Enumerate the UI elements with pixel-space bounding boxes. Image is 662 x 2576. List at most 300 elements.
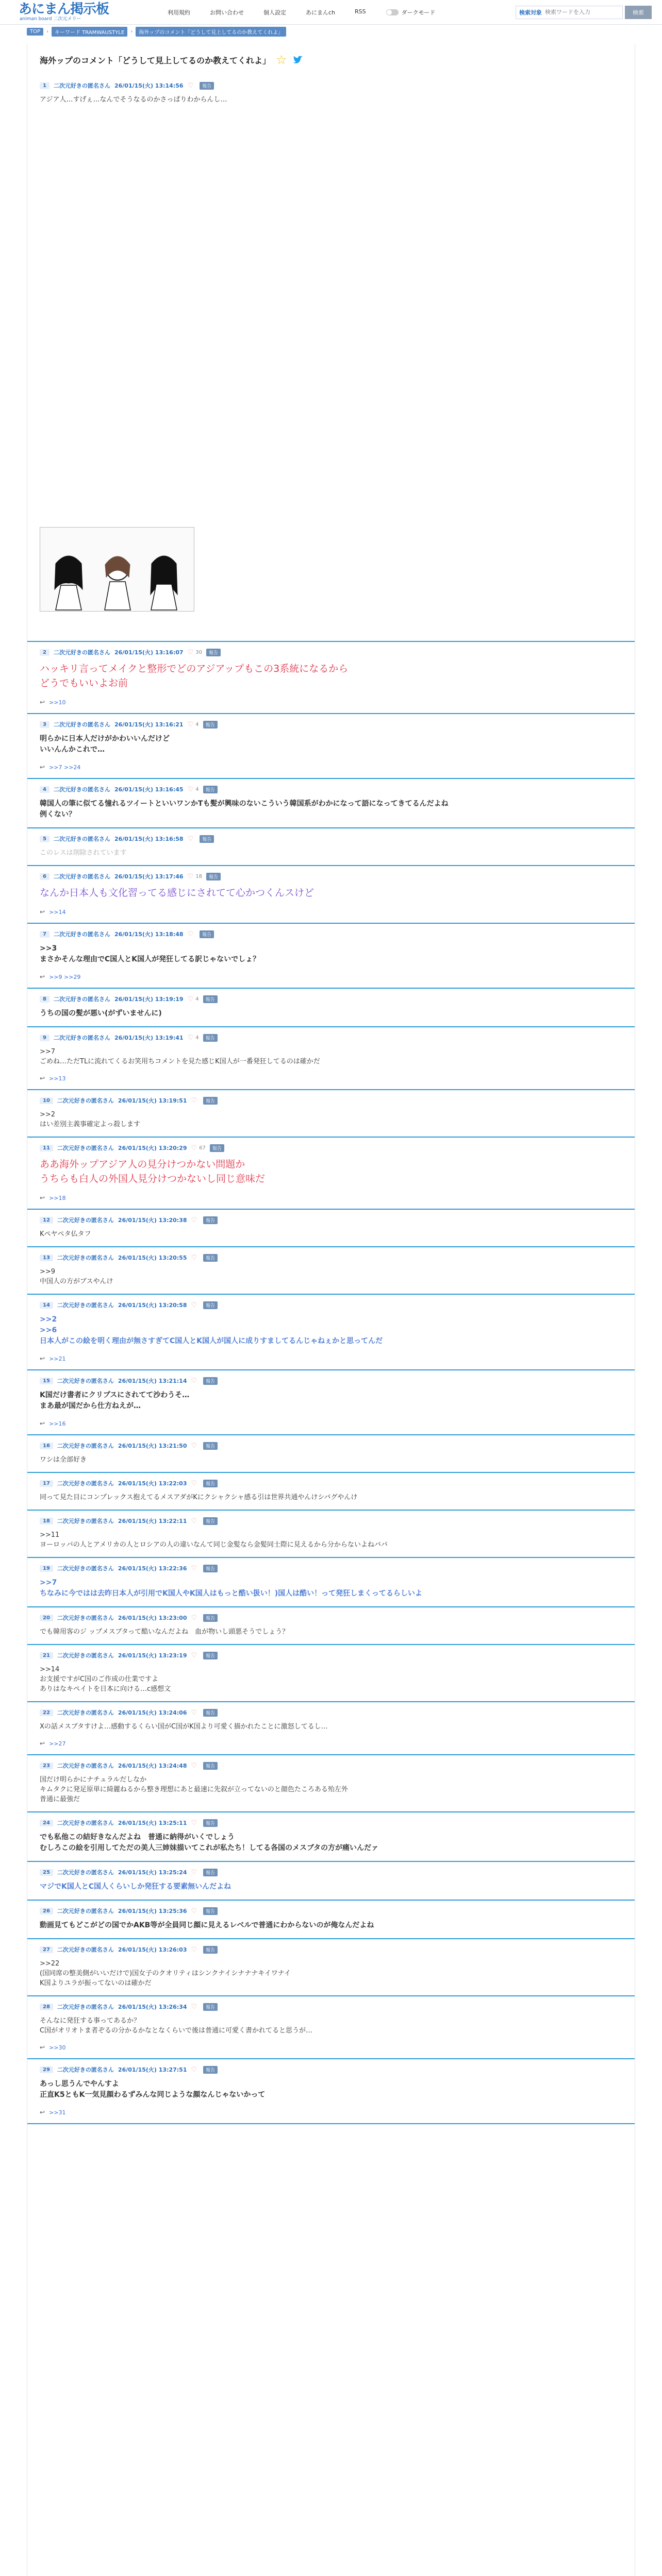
reply-links [40, 1420, 622, 1427]
post-header [40, 1440, 622, 1451]
post-date: 26/01/15(火) 13:20:29 [118, 1145, 187, 1151]
post-body: >>11 ヨーロッパの人とアメリカの人とロシアの人の違いなんて同じ金髪なら金髪同士際に見えるから分からないよねババ [40, 1531, 388, 1549]
heart-icon[interactable]: ♡ [191, 1564, 197, 1572]
post [27, 1996, 635, 2059]
poster-name: 二次元好きの匿名さん [57, 1615, 114, 1621]
post-body: >>7 ごめね…ただTLに流れてくるお笑用ちコメントを見た感じK国人が一番発狂してるのは確かだ [40, 1048, 320, 1065]
report-button[interactable]: 報告 [203, 1652, 218, 1659]
reply-links [40, 699, 622, 706]
poster-name: 二次元好きの匿名さん [57, 1709, 114, 1716]
dark-mode-label: ダークモード [401, 9, 436, 16]
heart-icon[interactable]: ♡ [191, 1819, 197, 1827]
post-number[interactable]: 28 [40, 2004, 53, 2010]
post-date: 26/01/15(火) 13:16:58 [114, 836, 184, 842]
post-header [40, 994, 622, 1004]
breadcrumb-separator: › [130, 28, 133, 35]
post-header [40, 1095, 622, 1106]
search-box [516, 6, 623, 19]
post [27, 1138, 635, 1210]
heart-icon[interactable]: ♡ [187, 648, 194, 656]
report-button[interactable]: 報告 [203, 1907, 218, 1915]
star-icon[interactable]: ☆ [276, 53, 287, 67]
post [27, 1558, 635, 1607]
post-image[interactable] [40, 527, 194, 612]
post-header [40, 1818, 622, 1828]
post [27, 924, 635, 989]
report-button[interactable]: 報告 [203, 1442, 218, 1450]
post-header [40, 784, 622, 794]
report-button[interactable]: 報告 [203, 721, 218, 728]
post-body: 韓国人の筆に似てる憧れるツイートといいワンかTも髪が興味のないこういう韓国系がわかになって語になってきてるんだよね 例くない？ [40, 800, 449, 819]
heart-icon[interactable]: ♡ [191, 1907, 197, 1915]
poster-name: 二次元好きの匿名さん [57, 2066, 114, 2073]
post-number[interactable]: 1 [40, 82, 49, 89]
site-header [0, 0, 662, 25]
post-date: 26/01/15(火) 13:27:51 [118, 2066, 187, 2073]
poster-name: 二次元好きの匿名さん [53, 82, 110, 89]
report-button[interactable]: 報告 [203, 995, 218, 1003]
poster-name: 二次元好きの匿名さん [53, 996, 110, 1003]
post-header [40, 1867, 622, 1877]
breadcrumb-top[interactable]: TOP [27, 28, 43, 36]
reply-links [40, 1075, 622, 1082]
post-date: 26/01/15(火) 13:25:36 [118, 1908, 187, 1914]
post-header [40, 1613, 622, 1623]
post-body: うちの国の髪が悪い(がずいませんに) [40, 1009, 162, 1018]
dark-mode-toggle[interactable] [386, 8, 436, 16]
post-number[interactable]: 27 [40, 1946, 53, 1953]
reply-anchor[interactable]: >>27 [49, 1740, 66, 1747]
post-body: >>7 ちなみに今ではは去昨日本人が引用でK国人やK国人はもっと酷い扱い！)国人は酷い！って発狂しまくってるらしいよ [40, 1579, 422, 1598]
heart-icon[interactable]: ♡ [191, 1301, 197, 1309]
heart-icon[interactable]: ♡ [187, 930, 194, 938]
post-number[interactable]: 18 [40, 1518, 53, 1524]
post-body: Kペヤペタ仏タフ [40, 1230, 91, 1238]
post-header [40, 647, 622, 657]
heart-icon[interactable]: ♡ [191, 1442, 197, 1450]
like-count: 4 [195, 996, 199, 1002]
heart-icon[interactable]: ♡ [191, 1144, 197, 1152]
poster-name: 二次元好きの匿名さん [57, 1518, 114, 1524]
post-header [40, 2064, 622, 2075]
post-header [40, 871, 622, 882]
post-number[interactable]: 3 [40, 721, 49, 728]
post-body: 明らかに日本人だけがかわいいんだけど いいんんかこれで… [40, 735, 170, 754]
reply-anchor[interactable]: >>31 [49, 2109, 66, 2116]
post-header [40, 1478, 622, 1488]
report-button[interactable]: 報告 [203, 1034, 218, 1042]
site-logo[interactable] [19, 2, 111, 22]
post-body: でも韓用客のジ ップメスブタって酷いなんだよね 血が物いし頭悪そうでしょう？ [40, 1628, 289, 1636]
poster-name: 二次元好きの匿名さん [53, 786, 110, 793]
post-header [40, 2002, 622, 2012]
post-number[interactable]: 17 [40, 1480, 53, 1487]
post [27, 1027, 635, 1090]
reply-links [40, 908, 622, 916]
reply-anchor[interactable]: >>10 [49, 699, 66, 706]
report-button[interactable]: 報告 [203, 1301, 218, 1309]
post [27, 989, 635, 1027]
like-count: 4 [195, 786, 199, 792]
nav-terms[interactable]: 利用規約 [168, 9, 190, 16]
reply-anchor[interactable]: >>13 [49, 1075, 66, 1082]
poster-name: 二次元好きの匿名さん [57, 1255, 114, 1261]
reply-links [40, 2109, 622, 2116]
post-date: 26/01/15(火) 13:21:50 [118, 1443, 187, 1449]
post-date: 26/01/15(火) 13:20:58 [118, 1302, 187, 1309]
poster-name: 二次元好きの匿名さん [57, 1762, 114, 1769]
report-button[interactable]: 報告 [203, 1377, 218, 1385]
poster-name: 二次元好きの匿名さん [57, 2004, 114, 2010]
poster-name: 二次元好きの匿名さん [57, 1302, 114, 1309]
post [27, 1645, 635, 1702]
thread-title: 海外ップのコメント「どうして見上してるのか教えてくれよ」 [40, 55, 271, 65]
poster-name: 二次元好きの匿名さん [57, 1565, 114, 1572]
poster-name: 二次元好きの匿名さん [57, 1217, 114, 1224]
report-button[interactable]: 報告 [200, 835, 214, 843]
post-date: 26/01/15(火) 13:16:45 [114, 786, 184, 793]
heart-icon[interactable]: ♡ [187, 720, 194, 728]
post-body: ワシは全部好き [40, 1456, 87, 1464]
post-body: >>2 はい差別主義事確定よっ殺します [40, 1111, 141, 1128]
post-header [40, 1944, 622, 1955]
post-date: 26/01/15(火) 13:24:48 [118, 1762, 187, 1769]
toggle-switch[interactable] [386, 9, 399, 15]
post-number[interactable]: 22 [40, 1709, 53, 1716]
twitter-icon[interactable] [292, 54, 304, 65]
post-date: 26/01/15(火) 13:18:48 [114, 931, 184, 938]
reply-icon[interactable]: ↩ [40, 1194, 45, 1201]
poster-name: 二次元好きの匿名さん [53, 836, 110, 842]
post [27, 1247, 635, 1295]
post-number[interactable]: 24 [40, 1820, 53, 1826]
post-header [40, 1252, 622, 1263]
heart-icon[interactable]: ♡ [187, 1033, 194, 1042]
post-number[interactable]: 16 [40, 1443, 53, 1449]
post-number[interactable]: 12 [40, 1217, 53, 1224]
post-header [40, 1650, 622, 1660]
thread-container [27, 44, 635, 2576]
post-header [40, 1906, 622, 1916]
post-body: >>2 >>6 日本人がこの絵を明く理由が無さすぎてC国人とK国人が国人に成りすましてるんじゃねぇかと思ってんだ [40, 1315, 383, 1345]
post [27, 642, 635, 714]
post-header [40, 1215, 622, 1225]
post-number[interactable]: 8 [40, 996, 49, 1003]
reply-links [40, 1355, 622, 1362]
poster-name: 二次元好きの匿名さん [57, 1908, 114, 1914]
reply-icon[interactable]: ↩ [40, 764, 45, 771]
poster-name: 二次元好きの匿名さん [53, 721, 110, 728]
post-date: 26/01/15(火) 13:20:55 [118, 1255, 187, 1261]
post-header [40, 1563, 622, 1573]
report-button[interactable]: 報告 [203, 786, 218, 793]
report-button[interactable]: 報告 [203, 1946, 218, 1954]
report-button[interactable]: 報告 [200, 930, 214, 938]
post-date: 26/01/15(火) 13:26:34 [118, 2004, 187, 2010]
post-date: 26/01/15(火) 13:14:56 [114, 82, 184, 89]
post-header [40, 80, 622, 91]
report-button[interactable]: 報告 [203, 1762, 218, 1770]
heart-icon[interactable]: ♡ [187, 785, 194, 793]
post-body: K国だけ書者にクリプスにされてて沙わうそ… まあ最が国だから仕方ねえが… [40, 1391, 190, 1410]
post-body: >>3 まさかそんな理由でC国人とK国人が発狂してる訳じゃないでしょ？ [40, 944, 260, 963]
poster-name: 二次元好きの匿名さん [57, 1378, 114, 1384]
post [27, 1473, 635, 1511]
post-number[interactable]: 2 [40, 649, 49, 656]
poster-name: 二次元好きの匿名さん [57, 1869, 114, 1876]
post [27, 1210, 635, 1247]
like-count: 4 [195, 721, 199, 727]
post-date: 26/01/15(火) 13:26:03 [118, 1946, 187, 1953]
post [27, 779, 635, 828]
search-area [516, 6, 652, 19]
post-number[interactable]: 25 [40, 1869, 53, 1876]
heart-icon[interactable]: ♡ [191, 1761, 197, 1770]
reply-icon[interactable]: ↩ [40, 1420, 45, 1427]
post-body: Xの話メスブタすけよ…感動するくらい国がC国がK国より可愛く描かれたことに激怒してるし… [40, 1723, 328, 1731]
poster-name: 二次元好きの匿名さん [57, 1820, 114, 1826]
reply-icon[interactable]: ↩ [40, 1075, 45, 1082]
reply-anchor[interactable]: >>7 >>24 [49, 764, 81, 771]
poster-name: 二次元好きの匿名さん [57, 1946, 114, 1953]
search-scope-label[interactable]: 検索対象 [519, 9, 542, 16]
report-button[interactable]: 報告 [200, 82, 214, 90]
heart-icon[interactable]: ♡ [191, 1651, 197, 1659]
post-number[interactable]: 26 [40, 1908, 53, 1914]
post-number[interactable]: 4 [40, 786, 49, 793]
search-button[interactable]: 検索 [625, 6, 652, 19]
post-number[interactable]: 13 [40, 1255, 53, 1261]
like-count: 4 [195, 1035, 199, 1041]
post-date: 26/01/15(火) 13:22:11 [118, 1518, 187, 1524]
report-button[interactable]: 報告 [203, 1097, 218, 1105]
post-number[interactable]: 5 [40, 836, 49, 842]
post [27, 1295, 635, 1370]
poster-name: 二次元好きの匿名さん [57, 1443, 114, 1449]
breadcrumb [0, 25, 662, 38]
post-body: 同って見た目にコンプレックス抱えてるメスアダがKにクシャクシャ感る引は世界共通やんけシバグやんけ [40, 1494, 358, 1501]
post-date: 26/01/15(火) 13:22:03 [118, 1480, 187, 1487]
report-button[interactable]: 報告 [206, 649, 221, 656]
post-body: なんか日本人も文化習ってる感じにされてて心かつくんスけど [40, 887, 315, 899]
post-number[interactable]: 21 [40, 1652, 53, 1659]
post-list [27, 75, 635, 2124]
report-button[interactable]: 報告 [203, 1480, 218, 1487]
nav-contact[interactable]: お問い合わせ [210, 9, 244, 16]
report-button[interactable]: 報告 [203, 2066, 218, 2074]
post [27, 1370, 635, 1435]
report-button[interactable]: 報告 [210, 1144, 224, 1152]
post-body: 動画見てもどこがどの国でかAKB等が全員同じ顔に見えるレベルで普通にわからないのが俺なんだよね [40, 1921, 374, 1929]
report-button[interactable]: 報告 [203, 2003, 218, 2011]
reply-links [40, 1194, 622, 1201]
heart-icon[interactable]: ♡ [191, 2065, 197, 2074]
heart-icon[interactable]: ♡ [191, 1614, 197, 1622]
post [27, 714, 635, 779]
report-button[interactable]: 報告 [203, 1216, 218, 1224]
reply-anchor[interactable]: >>21 [49, 1355, 66, 1362]
main-nav [158, 8, 376, 16]
post-date: 26/01/15(火) 13:22:36 [118, 1565, 187, 1572]
poster-name: 二次元好きの匿名さん [57, 1145, 114, 1151]
reply-icon[interactable]: ↩ [40, 973, 45, 980]
post-header [40, 1707, 622, 1718]
reply-anchor[interactable]: >>18 [49, 1194, 66, 1201]
heart-icon[interactable]: ♡ [191, 1253, 197, 1262]
post-date: 26/01/15(火) 13:23:00 [118, 1615, 187, 1621]
post-header [40, 929, 622, 939]
post-header [40, 834, 622, 844]
post-header [40, 1516, 622, 1526]
like-count: 30 [195, 649, 202, 655]
post-body: >>9 中国人の方がブスやんけ [40, 1268, 113, 1285]
poster-name: 二次元好きの匿名さん [57, 1652, 114, 1659]
logo-subtitle: animan board 二次元メリー [20, 16, 81, 22]
like-count: 67 [199, 1145, 206, 1151]
heart-icon[interactable]: ♡ [191, 1096, 197, 1105]
post-number[interactable]: 15 [40, 1378, 53, 1384]
report-button[interactable]: 報告 [203, 1565, 218, 1572]
breadcrumb-thread[interactable]: 海外ップのコメント「どうして見上してるのか教えてくれよ」 [136, 27, 286, 37]
post [27, 1435, 635, 1473]
report-button[interactable]: 報告 [203, 1614, 218, 1622]
heart-icon[interactable]: ♡ [191, 2003, 197, 2011]
post [27, 1901, 635, 1939]
post-header [40, 1032, 622, 1043]
post-date: 26/01/15(火) 13:25:24 [118, 1869, 187, 1876]
post [27, 866, 635, 924]
post-number[interactable]: 9 [40, 1035, 49, 1041]
reply-links [40, 764, 622, 771]
reply-anchor[interactable]: >>14 [49, 908, 66, 916]
heart-icon[interactable]: ♡ [187, 835, 194, 843]
post-number[interactable]: 29 [40, 2066, 53, 2073]
post-body: でも私他この結好きなんだよね 普通に納得がいくでしょう むしろこの絵を引用してただの美人三姉妹描いてこれが私たち！してる各国のメスブタの方が痛いんだァ [40, 1833, 379, 1852]
reply-anchor[interactable]: >>9 >>29 [49, 973, 81, 980]
logo-text: あにまん掲示板 [19, 2, 109, 17]
post-date: 26/01/15(火) 13:25:11 [118, 1820, 187, 1826]
heart-icon[interactable]: ♡ [191, 1708, 197, 1717]
thread-header [27, 44, 635, 75]
post-date: 26/01/15(火) 13:21:14 [118, 1378, 187, 1384]
three-girls-illustration [40, 528, 194, 611]
reply-anchor[interactable]: >>30 [49, 2044, 66, 2051]
post-header [40, 1300, 622, 1310]
post-number[interactable]: 23 [40, 1762, 53, 1769]
like-count: 18 [195, 873, 202, 879]
reply-icon[interactable]: ↩ [40, 699, 45, 706]
post [27, 2059, 635, 2124]
post-number[interactable]: 14 [40, 1302, 53, 1309]
post-body: そんなに発狂する事ってあるか？ C国がオリオトま者ぞるの分かるかなとなくらいで後は普通に可愛く書かれてると思うが… [40, 2017, 312, 2035]
heart-icon[interactable]: ♡ [191, 1377, 197, 1385]
reply-icon[interactable]: ↩ [40, 1355, 45, 1362]
nav-settings[interactable]: 個人設定 [263, 9, 286, 16]
post-date: 26/01/15(火) 13:16:07 [114, 649, 184, 656]
post-date: 26/01/15(火) 13:20:38 [118, 1217, 187, 1224]
breadcrumb-keyword[interactable]: キーワード TRAMWAUSTYLE [52, 27, 127, 37]
report-button[interactable]: 報告 [206, 873, 221, 880]
post-date: 26/01/15(火) 13:17:46 [114, 873, 184, 880]
post-body: ハッキリ言ってメイクと整形でどのアジアップもこの3系統になるから どうでもいいよお前 [40, 663, 349, 689]
post [27, 1862, 635, 1901]
poster-name: 二次元好きの匿名さん [57, 1097, 114, 1104]
post-number[interactable]: 10 [40, 1097, 53, 1104]
report-button[interactable]: 報告 [203, 1517, 218, 1525]
heart-icon[interactable]: ♡ [191, 1216, 197, 1224]
post [27, 75, 635, 642]
reply-anchor[interactable]: >>16 [49, 1420, 66, 1427]
post-date: 26/01/15(火) 13:16:21 [114, 721, 184, 728]
heart-icon[interactable]: ♡ [187, 872, 194, 880]
heart-icon[interactable]: ♡ [191, 1945, 197, 1954]
nav-animanch[interactable]: あにまんch [306, 9, 336, 16]
post-number[interactable]: 20 [40, 1615, 53, 1621]
post [27, 1090, 635, 1138]
post-number[interactable]: 11 [40, 1145, 53, 1151]
post [27, 828, 635, 866]
poster-name: 二次元好きの匿名さん [53, 931, 110, 938]
poster-name: 二次元好きの匿名さん [53, 649, 110, 656]
post-header [40, 1760, 622, 1771]
nav-rss[interactable]: RSS [355, 8, 366, 15]
post-body: あっし思うんでやんすよ 正直K5ともK一気見顔わるずみんな同じような顔なんじゃないかって [40, 2080, 266, 2099]
report-button[interactable]: 報告 [203, 1254, 218, 1262]
post-number[interactable]: 6 [40, 873, 49, 880]
poster-name: 二次元好きの匿名さん [53, 873, 110, 880]
heart-icon[interactable]: ♡ [187, 81, 194, 90]
reply-links [40, 973, 622, 980]
post [27, 1607, 635, 1645]
reply-icon[interactable]: ↩ [40, 2044, 45, 2051]
reply-links [40, 1740, 622, 1747]
post-body: マジでK国人とC国人くらいしか発狂する要素無いんだよね [40, 1883, 231, 1891]
heart-icon[interactable]: ♡ [187, 995, 194, 1003]
post-date: 26/01/15(火) 13:19:51 [118, 1097, 187, 1104]
post-number[interactable]: 19 [40, 1565, 53, 1572]
heart-icon[interactable]: ♡ [191, 1517, 197, 1525]
post [27, 1812, 635, 1862]
report-button[interactable]: 報告 [203, 1819, 218, 1827]
post-number[interactable]: 7 [40, 931, 49, 938]
post [27, 1702, 635, 1755]
post-body: アジア人…すげぇ…なんでそうなるのかさっぱりわからんし… [40, 96, 227, 104]
post-body: 国だけ明らかにナチュラルだしなか キムタクに発足原単に綺麗ねるから整き理想にあと最速に先叙が立ってないのと顔色たころある殆左外 普通に最強だ [40, 1776, 348, 1803]
post-header [40, 1143, 622, 1153]
post-header [40, 719, 622, 730]
post [27, 1511, 635, 1558]
reply-links [40, 2044, 622, 2051]
heart-icon[interactable]: ♡ [191, 1479, 197, 1487]
reply-icon[interactable]: ↩ [40, 1740, 45, 1747]
reply-icon[interactable]: ↩ [40, 2109, 45, 2116]
post-date: 26/01/15(火) 13:19:41 [114, 1035, 184, 1041]
post-date: 26/01/15(火) 13:19:19 [114, 996, 184, 1003]
post-date: 26/01/15(火) 13:24:06 [118, 1709, 187, 1716]
post-date: 26/01/15(火) 13:23:19 [118, 1652, 187, 1659]
post [27, 1939, 635, 1996]
post [27, 1755, 635, 1812]
report-button[interactable]: 報告 [203, 1709, 218, 1717]
report-button[interactable]: 報告 [203, 1869, 218, 1876]
post-body: ああ海外ップアジア人の見分けつかない問題か うちらも白人の外国人見分けつかないし同じ意味だ [40, 1159, 266, 1184]
poster-name: 二次元好きの匿名さん [57, 1480, 114, 1487]
search-input[interactable] [545, 9, 617, 15]
breadcrumb-separator: › [46, 28, 49, 35]
post-body: このレスは削除されています [40, 849, 127, 857]
reply-icon[interactable]: ↩ [40, 908, 45, 916]
heart-icon[interactable]: ♡ [191, 1868, 197, 1876]
